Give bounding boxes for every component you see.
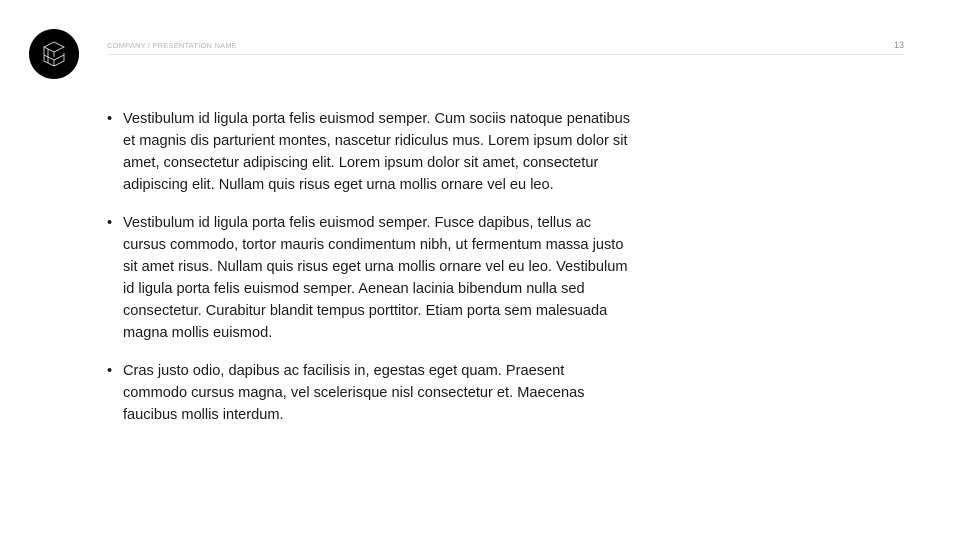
bullet-text: Cras justo odio, dapibus ac facilisis in, egestas eget quam. Praesent commodo cursus magna, vel scelerisque nisl consectetur et. Maecenas faucibus mollis interdum. <box>123 363 585 423</box>
bullet-text: Vestibulum id ligula porta felis euismod semper. Cum sociis natoque penatibus et magnis dis parturient montes, nascetur ridiculus mus. Lorem ipsum dolor sit amet, consectetur adipiscing elit. Lorem ipsum dolor sit amet, consectetur adipiscing elit. Nullam quis risus eget urna mollis ornare vel eu leo. <box>123 111 631 193</box>
company-logo <box>29 29 79 79</box>
isometric-box-logo-icon <box>29 29 79 79</box>
bullet-icon: • <box>107 215 113 231</box>
page-number: 13 <box>893 40 904 50</box>
presentation-title: COMPANY / PRESENTATION NAME <box>107 41 237 50</box>
bullet-item <box>107 108 632 196</box>
bullet-list <box>107 108 632 442</box>
bullet-icon: • <box>107 111 113 127</box>
bullet-item <box>107 360 632 426</box>
bullet-item <box>107 212 632 344</box>
bullet-text: Vestibulum id ligula porta felis euismod semper. Fusce dapibus, tellus ac cursus commodo, tortor mauris condimentum nibh, ut fermentum massa justo sit amet risus. Nullam quis risus eget urna mollis ornare vel eu leo. Vestibulum id ligula porta felis euismod semper. Aenean lacinia bibendum nulla sed consectetur. Curabitur blandit tempus porttitor. Etiam porta sem malesuada magna mollis euismod. <box>123 215 628 341</box>
header-divider <box>107 54 905 55</box>
bullet-icon: • <box>107 363 113 379</box>
